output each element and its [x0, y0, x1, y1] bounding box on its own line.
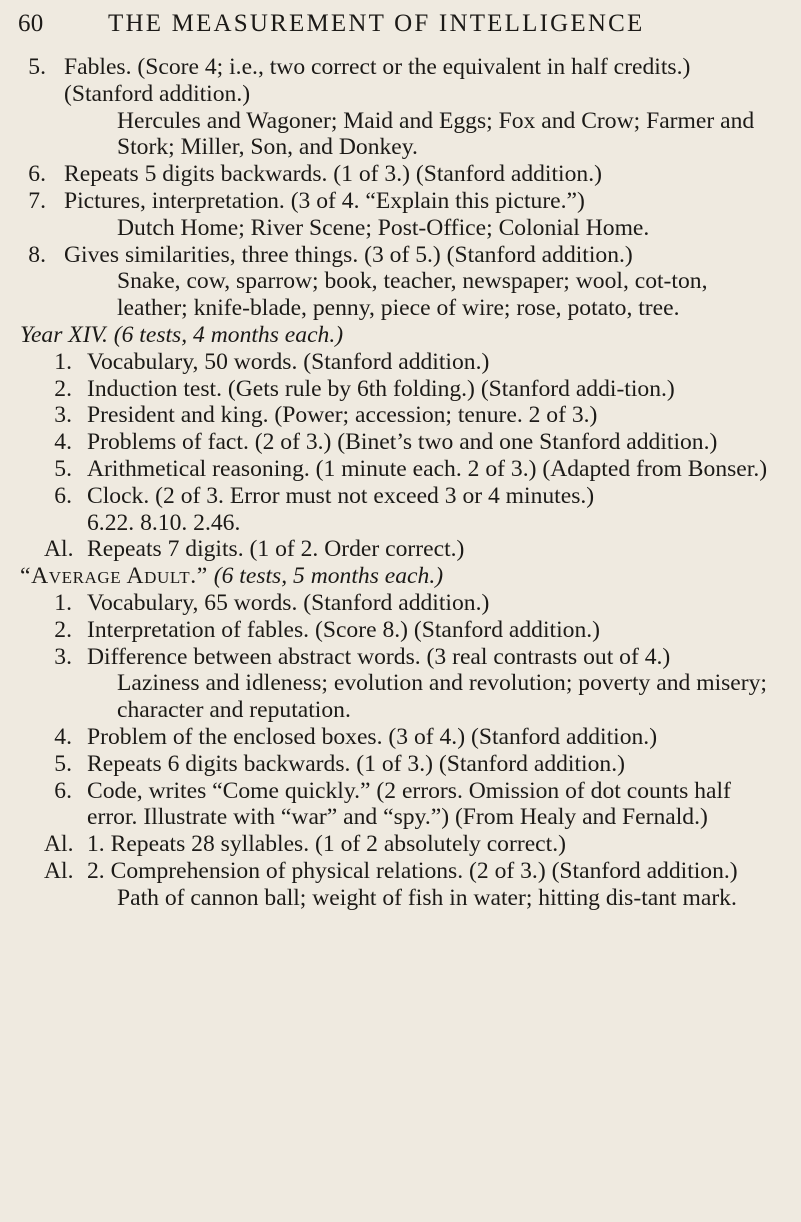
list-item: [0, 778, 801, 832]
item-number: 1.: [54, 589, 72, 616]
item-text: Repeats 5 digits backwards. (1 of 3.) (Stanford addition.): [64, 161, 602, 188]
item-detail: Path of cannon ball; weight of fish in water; hitting dis-tant mark.: [117, 884, 737, 911]
item-number: 4.: [54, 429, 72, 456]
list-item: [0, 161, 801, 188]
item-text: Problems of fact. (2 of 3.) (Binet’s two and one Stanford addition.): [87, 429, 718, 456]
list-item: [0, 429, 801, 456]
list-item: [0, 724, 801, 751]
section-heading-average-adult: [0, 563, 801, 590]
item-detail: Dutch Home; River Scene; Post-Office; Colonial Home.: [117, 214, 650, 241]
list-item: [0, 349, 801, 376]
item-text: Vocabulary, 65 words. (Stanford addition.): [87, 589, 490, 616]
item-text: Difference between abstract words. (3 real contrasts out of 4.): [87, 643, 671, 670]
section-heading-year-xiv: Year XIV. (6 tests, 4 months each.): [20, 321, 344, 348]
item-number: 5.: [28, 54, 46, 80]
item-text: Interpretation of fables. (Score 8.) (Stanford addition.): [87, 616, 600, 643]
item-text: 2. Comprehension of physical relations. (2 of 3.) (Stanford addition.): [87, 857, 738, 884]
item-number: 4.: [54, 723, 72, 750]
item-number: 3.: [54, 643, 72, 670]
running-head: THE MEASUREMENT OF INTELLIGENCE: [108, 10, 645, 37]
list-item: [0, 590, 801, 617]
list-item: [0, 751, 801, 778]
page-number: 60: [18, 10, 44, 37]
item-text: Induction test. (Gets rule by 6th folding.) (Stanford addi-tion.): [87, 375, 675, 402]
item-number: 6.: [54, 777, 72, 804]
item-number: 6.: [28, 161, 46, 188]
item-number: 3.: [54, 402, 72, 429]
page-body: [0, 54, 801, 912]
item-text: Problem of the enclosed boxes. (3 of 4.) (Stanford addition.): [87, 723, 658, 750]
list-item: [0, 617, 801, 644]
alternate-item: [0, 858, 801, 885]
alternate-item: [0, 831, 801, 858]
alternate-label: Al.: [44, 536, 74, 563]
item-text: Repeats 7 digits. (1 of 2. Order correct.): [87, 536, 465, 563]
list-item: [0, 54, 801, 108]
item-number: 2.: [54, 616, 72, 643]
item-number: 8.: [28, 241, 46, 268]
item-detail: 6.22. 8.10. 2.46.: [87, 509, 241, 536]
section-title: “Average Adult.”: [20, 563, 208, 590]
item-number: 7.: [28, 187, 46, 214]
item-text: President and king. (Power; accession; tenure. 2 of 3.): [87, 402, 598, 429]
alternate-label: Al.: [44, 857, 74, 884]
item-number: 1.: [54, 348, 72, 375]
item-text: Code, writes “Come quickly.” (2 errors. Omission of dot counts half error. Illustrate with “war” and “spy.”) (From Healy and Fernald.): [87, 777, 731, 831]
item-number: 2.: [54, 375, 72, 402]
list-item: [0, 402, 801, 429]
item-text: Repeats 6 digits backwards. (1 of 3.) (Stanford addition.): [87, 750, 625, 777]
item-text: Fables. (Score 4; i.e., two correct or the equivalent in half credits.) (Stanford addition.): [64, 54, 691, 107]
item-number: 6.: [54, 482, 72, 509]
alternate-label: Al.: [44, 831, 74, 858]
list-item: [0, 242, 801, 269]
item-text: Arithmetical reasoning. (1 minute each. 2 of 3.) (Adapted from Bonser.): [87, 455, 768, 482]
alternate-item: [0, 536, 801, 563]
item-detail: Hercules and Wagoner; Maid and Eggs; Fox and Crow; Farmer and Stork; Miller, Son, and Donkey.: [117, 107, 755, 161]
item-number: 5.: [54, 750, 72, 777]
item-text: Clock. (2 of 3. Error must not exceed 3 or 4 minutes.): [87, 482, 595, 509]
item-text: Gives similarities, three things. (3 of 5.) (Stanford addition.): [64, 241, 633, 268]
item-text: Pictures, interpretation. (3 of 4. “Explain this picture.”): [64, 187, 585, 214]
list-item: [0, 188, 801, 215]
list-item: [0, 456, 801, 483]
item-number: 5.: [54, 455, 72, 482]
list-item: [0, 644, 801, 671]
list-item: [0, 376, 801, 403]
item-text: Vocabulary, 50 words. (Stanford addition.): [87, 348, 490, 375]
item-detail: Snake, cow, sparrow; book, teacher, newspaper; wool, cot-ton, leather; knife-blade, penny, piece of wire; rose, potato, tree.: [117, 268, 708, 322]
section-subtitle: (6 tests, 5 months each.): [213, 563, 444, 590]
item-detail: Laziness and idleness; evolution and revolution; poverty and misery; character and reputation.: [117, 670, 767, 724]
list-item: [0, 483, 801, 510]
item-text: 1. Repeats 28 syllables. (1 of 2 absolutely correct.): [87, 831, 566, 858]
